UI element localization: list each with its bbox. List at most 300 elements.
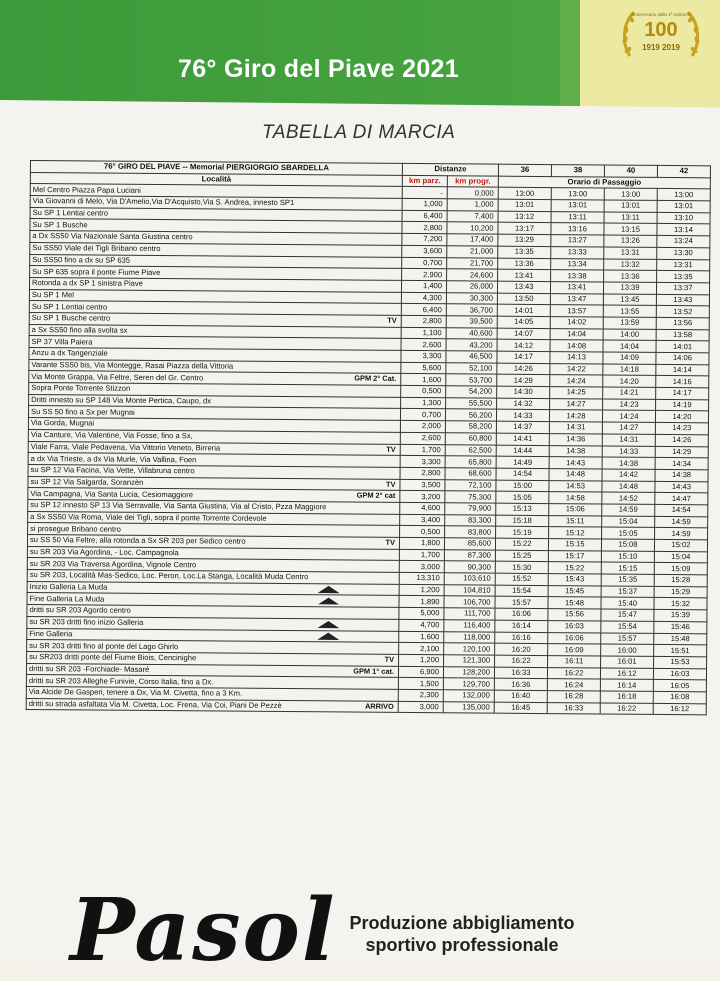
time-40: 13:11 <box>604 212 657 224</box>
km-parz: 1,600 <box>401 374 446 386</box>
km-progr: 83,800 <box>445 526 496 538</box>
location-text: dritti su SR 203 Alleghe Funivie, Corso Italia, fino a Dx. <box>28 675 214 687</box>
location-text: su SS 50 Via Feltre, alla rotonda a Sx SR 203 per Sedico centro <box>29 535 246 547</box>
km-progr: 24,600 <box>447 269 498 281</box>
km-parz: 2,600 <box>400 432 445 444</box>
time-38: 14:43 <box>549 457 602 469</box>
time-42: 14:19 <box>656 399 709 411</box>
location-text: Su SP 1 Busche centro <box>31 313 111 323</box>
time-38: 14:36 <box>549 433 602 445</box>
time-40: 14:09 <box>603 352 656 364</box>
row-location <box>26 698 398 713</box>
time-42: 15:32 <box>654 598 707 610</box>
location-text: dritti su SR 203 Agordo centro <box>29 605 131 616</box>
km-progr: 1,000 <box>447 199 498 211</box>
km-parz: 1,100 <box>401 327 446 339</box>
time-42: 14:20 <box>655 411 708 423</box>
km-parz: 2,800 <box>400 467 445 479</box>
km-progr: 30,300 <box>446 292 497 304</box>
time-36: 14:49 <box>496 456 549 468</box>
time-38: 14:48 <box>549 468 602 480</box>
time-40: 14:42 <box>602 469 655 481</box>
time-36: 16:40 <box>494 690 547 702</box>
time-36: 14:07 <box>497 328 550 340</box>
time-36: 16:16 <box>495 632 548 644</box>
time-38: 13:16 <box>551 223 604 235</box>
km-progr: 111,700 <box>444 608 495 620</box>
km-progr: 58,200 <box>445 421 496 433</box>
time-36: 13:35 <box>498 246 551 258</box>
location-text: su SP 12 Via Salgarda, Soranzèn <box>30 476 144 487</box>
time-36: 15:52 <box>495 573 548 585</box>
km-parz: 2,900 <box>402 269 447 281</box>
km-progr: 128,200 <box>443 666 494 678</box>
time-38: 14:27 <box>550 398 603 410</box>
time-36: 15:19 <box>496 526 549 538</box>
time-40: 15:10 <box>601 551 654 563</box>
time-36: 13:43 <box>497 281 550 293</box>
time-36: 13:50 <box>497 293 550 305</box>
km-progr: 120,100 <box>444 643 495 655</box>
time-38: 15:45 <box>548 585 601 597</box>
km-progr: 129,700 <box>443 678 494 690</box>
time-38: 13:57 <box>550 305 603 317</box>
time-38: 16:09 <box>548 644 601 656</box>
km-progr: 65,800 <box>445 456 496 468</box>
row-tag: TV <box>385 537 396 547</box>
km-progr: 62,500 <box>445 444 496 456</box>
time-42: 15:29 <box>654 586 707 598</box>
location-text: a dx Via Trieste, a dx Via Murle, Via Vallina, Foen <box>30 453 197 464</box>
time-40: 14:20 <box>603 375 656 387</box>
time-42: 13:58 <box>656 329 709 341</box>
time-40: 14:24 <box>602 410 655 422</box>
time-40: 13:59 <box>603 317 656 329</box>
time-42: 14:16 <box>656 376 709 388</box>
km-progr: 21,700 <box>447 257 498 269</box>
speed-38: 38 <box>551 165 604 177</box>
km-parz: 4,600 <box>400 502 445 514</box>
time-40: 15:57 <box>601 632 654 644</box>
km-parz: 1,200 <box>399 654 444 666</box>
time-40: 13:15 <box>604 223 657 235</box>
km-parz: 1,800 <box>399 537 444 549</box>
time-36: 16:33 <box>494 667 547 679</box>
time-42: 13:14 <box>657 224 710 236</box>
time-38: 15:15 <box>548 539 601 551</box>
time-36: 14:01 <box>497 304 550 316</box>
time-38: 14:25 <box>550 387 603 399</box>
km-progr: 53,700 <box>446 374 497 386</box>
km-parz: 3,000 <box>398 701 443 713</box>
time-38: 14:02 <box>550 317 603 329</box>
time-42: 16:03 <box>653 668 706 680</box>
km-parz: 1,400 <box>401 280 446 292</box>
km-parz: 4,300 <box>401 292 446 304</box>
location-text: su SR 203 dritti fino inizio Galleria <box>29 617 144 628</box>
km-progr: 52,100 <box>446 362 497 374</box>
time-40: 15:54 <box>601 621 654 633</box>
time-42: 15:53 <box>654 656 707 668</box>
time-36: 15:00 <box>496 480 549 492</box>
time-38: 14:31 <box>549 422 602 434</box>
km-progr: 36,700 <box>446 304 497 316</box>
header-localita: Località <box>30 172 402 187</box>
km-parz: 2,800 <box>401 315 446 327</box>
time-38: 13:41 <box>550 281 603 293</box>
km-parz: 0,700 <box>402 257 447 269</box>
row-tag: GPM 2° Cat. <box>354 373 397 384</box>
km-parz: 7,200 <box>402 234 447 246</box>
time-40: 13:00 <box>604 188 657 200</box>
time-36: 16:22 <box>495 655 548 667</box>
time-36: 13:41 <box>498 269 551 281</box>
time-42: 15:02 <box>654 539 707 551</box>
location-text: Via Alcide De Gasperi, tenere a Dx, Via M. Civetta, fino a 3 Km. <box>28 687 243 698</box>
time-36: 16:36 <box>494 678 547 690</box>
time-42: 14:54 <box>655 504 708 516</box>
time-40: 15:35 <box>601 574 654 586</box>
location-text: Su SS 50 fino a Sx per Mugnai <box>30 406 135 417</box>
km-progr: 85,600 <box>444 538 495 550</box>
itinerary-table-wrap <box>26 160 710 716</box>
time-42: 14:06 <box>656 352 709 364</box>
location-text: dritti su SR 203 -Forchiade- Masaré <box>28 663 150 674</box>
time-36: 15:25 <box>495 550 548 562</box>
time-42: 13:37 <box>656 282 709 294</box>
km-progr: 68,600 <box>445 468 496 480</box>
km-parz: 4,700 <box>399 619 444 631</box>
tunnel-icon <box>317 631 339 640</box>
table-body <box>26 184 710 715</box>
time-36: 14:32 <box>497 398 550 410</box>
time-42: 13:00 <box>657 189 710 201</box>
time-40: 15:15 <box>601 562 654 574</box>
time-36: 15:22 <box>495 538 548 550</box>
time-40: 13:31 <box>604 247 657 259</box>
time-36: 13:17 <box>498 223 551 235</box>
km-progr: 40,600 <box>446 327 497 339</box>
badge-caption: anniversario dalla 1ª edizione <box>631 12 691 17</box>
km-parz: 3,200 <box>400 491 445 503</box>
page-title: 76° Giro del Piave 2021 <box>178 55 459 83</box>
time-36: 13:01 <box>498 199 551 211</box>
time-36: 14:30 <box>497 386 550 398</box>
km-progr: 21,000 <box>447 246 498 258</box>
location-text: Sopra Ponte Torrente Stizzon <box>31 383 131 394</box>
time-40: 16:00 <box>601 644 654 656</box>
km-progr: 10,200 <box>447 222 498 234</box>
time-36: 14:41 <box>496 433 549 445</box>
time-40: 14:21 <box>603 387 656 399</box>
time-38: 15:22 <box>548 562 601 574</box>
time-38: 14:38 <box>549 445 602 457</box>
time-40: 13:36 <box>604 270 657 282</box>
location-text: a Sx SS50 fino alla svolta sx <box>31 324 128 335</box>
time-36: 14:33 <box>496 410 549 422</box>
time-38: 13:33 <box>551 246 604 258</box>
time-38: 13:01 <box>551 200 604 212</box>
time-36: 16:45 <box>494 702 547 714</box>
km-parz: 6,900 <box>398 666 443 678</box>
km-progr: 7,400 <box>447 211 498 223</box>
location-text: su SR 203 dritti fino al ponte del Lago Ghirlo <box>29 640 179 651</box>
header-km-parz: km parz. <box>402 175 447 187</box>
time-42: 13:10 <box>657 212 710 224</box>
time-36: 16:20 <box>495 643 548 655</box>
km-progr: 87,300 <box>444 549 495 561</box>
km-progr: 72,100 <box>445 479 496 491</box>
time-38: 14:22 <box>550 363 603 375</box>
km-progr: 118,000 <box>444 631 495 643</box>
time-40: 16:22 <box>600 703 653 715</box>
location-text: Su SP 635 sopra il ponte Fiume Piave <box>32 266 161 277</box>
time-42: 14:14 <box>656 364 709 376</box>
km-progr: 103,610 <box>444 573 495 585</box>
km-progr: 116,400 <box>444 620 495 632</box>
time-38: 13:34 <box>551 258 604 270</box>
location-text: Rotonda a dx SP 1 sinistra Piave <box>32 278 143 289</box>
km-parz: 3,600 <box>402 245 447 257</box>
km-progr: 55,500 <box>446 398 497 410</box>
location-text: Viale Farra, Viale Pedavena, Via Vittorio Veneto, Birreria <box>30 441 221 453</box>
tagline-line-1: Produzione abbigliamento <box>349 913 575 933</box>
time-40: 14:23 <box>603 399 656 411</box>
time-36: 14:44 <box>496 445 549 457</box>
km-progr: 60,800 <box>445 433 496 445</box>
time-40: 13:32 <box>604 259 657 271</box>
row-tag: GPM 1° cat. <box>353 666 395 676</box>
location-text: Via Canture, Via Valentine, Via Fosse, fino a Sx, <box>30 430 193 441</box>
km-progr: 0,000 <box>447 187 498 199</box>
time-40: 13:45 <box>603 294 656 306</box>
time-40: 13:01 <box>604 200 657 212</box>
time-40: 14:31 <box>602 434 655 446</box>
time-40: 15:47 <box>601 609 654 621</box>
location-text: su SR203 dritti ponte del Fiume Biois, Cencinighe <box>29 652 197 663</box>
time-40: 13:26 <box>604 235 657 247</box>
time-38: 13:11 <box>551 211 604 223</box>
location-text: Via Gorda, Mugnai <box>30 418 95 428</box>
time-38: 15:56 <box>548 609 601 621</box>
header-distanze: Distanze <box>402 163 498 175</box>
time-40: 15:05 <box>602 527 655 539</box>
row-tag: ARRIVO <box>364 701 394 711</box>
time-42: 13:43 <box>656 294 709 306</box>
time-42: 14:47 <box>655 493 708 505</box>
time-40: 14:38 <box>602 457 655 469</box>
anniversary-badge-icon <box>618 4 704 74</box>
km-parz: 1,000 <box>402 198 447 210</box>
time-40: 14:59 <box>602 504 655 516</box>
time-38: 16:28 <box>547 691 600 703</box>
km-parz: 0,500 <box>400 526 445 538</box>
km-parz: 2,100 <box>399 643 444 655</box>
km-parz: - <box>402 187 447 199</box>
km-parz: 3,500 <box>400 479 445 491</box>
time-38: 13:47 <box>550 293 603 305</box>
km-parz: 1,300 <box>401 397 446 409</box>
location-text: Fine Galleria La Muda <box>29 593 105 604</box>
time-36: 13:00 <box>498 188 551 200</box>
location-text: su SP 12 Via Facina, Via Vette, Villabruna centro <box>30 465 195 476</box>
time-38: 15:43 <box>548 574 601 586</box>
time-40: 16:01 <box>601 656 654 668</box>
time-36: 15:30 <box>495 562 548 574</box>
header-km-progr: km progr. <box>447 175 498 187</box>
time-40: 14:27 <box>602 422 655 434</box>
km-parz: 0,700 <box>400 409 445 421</box>
row-tag: TV <box>386 444 396 454</box>
km-progr: 54,200 <box>446 386 497 398</box>
time-40: 14:48 <box>602 481 655 493</box>
km-progr: 26,000 <box>446 281 497 293</box>
km-progr: 83,300 <box>445 514 496 526</box>
time-42: 13:56 <box>656 317 709 329</box>
km-progr: 46,500 <box>446 351 497 363</box>
time-42: 13:35 <box>657 271 710 283</box>
time-40: 14:04 <box>603 340 656 352</box>
tunnel-icon <box>318 596 340 605</box>
location-text: su SR 203, Località Mas-Sedico, Loc. Peron, Loc.La Stanga, Località Muda Centro <box>29 570 309 582</box>
speed-40: 40 <box>604 165 657 177</box>
time-42: 16:05 <box>653 680 706 692</box>
time-42: 14:17 <box>656 387 709 399</box>
time-42: 15:28 <box>654 574 707 586</box>
time-38: 13:00 <box>551 188 604 200</box>
km-progr: 132,000 <box>443 690 494 702</box>
km-parz: 2,800 <box>402 222 447 234</box>
time-40: 14:00 <box>603 329 656 341</box>
time-42: 14:23 <box>655 423 708 435</box>
time-38: 16:03 <box>548 620 601 632</box>
time-38: 16:11 <box>548 655 601 667</box>
location-text: su SR 203 Via Agordina, - Loc. Campagnola <box>29 547 179 558</box>
km-parz: 1,700 <box>400 444 445 456</box>
time-36: 16:06 <box>495 608 548 620</box>
table-title: 76° GIRO DEL PIAVE -- Memorial PIERGIORGIO SBARDELLA <box>30 161 402 176</box>
time-40: 16:12 <box>600 668 653 680</box>
location-text: Su SS50 Viale dei Tigli Bribano centro <box>32 243 161 254</box>
time-38: 14:04 <box>550 328 603 340</box>
km-progr: 90,300 <box>444 561 495 573</box>
km-progr: 43,200 <box>446 339 497 351</box>
time-36: 14:12 <box>497 339 550 351</box>
km-progr: 39,500 <box>446 316 497 328</box>
time-42: 13:52 <box>656 306 709 318</box>
time-40: 16:14 <box>600 679 653 691</box>
time-40: 15:37 <box>601 586 654 598</box>
time-36: 13:12 <box>498 211 551 223</box>
time-42: 14:29 <box>655 446 708 458</box>
km-parz: 13,310 <box>399 572 444 584</box>
location-text: a Sx SS50 Via Roma, Viale dei Tigli, sopra il ponte Torrente Cordevole <box>30 511 267 523</box>
location-text: su SP 12 innesto SP 13 Via Serravalle, Via Santa Giustina, Via al Cristo, Pzza Maggiore <box>30 500 327 512</box>
time-42: 15:39 <box>654 610 707 622</box>
time-42: 16:08 <box>653 691 706 703</box>
location-text: su SR 203 Via Traversa Agordina, Vignole Centro <box>29 558 197 570</box>
time-38: 13:38 <box>551 270 604 282</box>
time-42: 14:01 <box>656 341 709 353</box>
km-parz: 5,600 <box>401 362 446 374</box>
tunnel-icon <box>317 619 339 628</box>
location-text: Su SP 1 Mel <box>31 289 75 300</box>
brand-tagline <box>322 912 602 956</box>
location-text: Su SP 1 Busche <box>32 219 88 230</box>
time-38: 14:53 <box>549 480 602 492</box>
badge-years: 1919 2019 <box>642 43 680 52</box>
time-38: 15:11 <box>549 515 602 527</box>
speed-42: 42 <box>657 165 710 177</box>
time-40: 15:08 <box>601 539 654 551</box>
time-40: 14:52 <box>602 492 655 504</box>
time-40: 13:39 <box>603 282 656 294</box>
time-36: 14:29 <box>497 375 550 387</box>
location-text: dritti su strada asfaltata Via M. Civetta, Loc. Frena, Via Coi, Piani De Pezzè <box>28 698 282 710</box>
time-36: 15:57 <box>495 597 548 609</box>
time-42: 13:24 <box>657 236 710 248</box>
time-38: 16:22 <box>547 667 600 679</box>
location-text: Via Giovanni di Melo, Via D'Amelio,Via D'Acquisto,Via S. Andrea, innesto SP1 <box>32 196 295 208</box>
km-parz: 3,400 <box>400 514 445 526</box>
time-36: 13:29 <box>498 234 551 246</box>
km-parz: 3,300 <box>401 350 446 362</box>
km-parz: 1,500 <box>398 678 443 690</box>
time-38: 14:58 <box>549 492 602 504</box>
time-36: 16:14 <box>495 620 548 632</box>
row-tag: TV <box>387 315 397 325</box>
time-38: 14:24 <box>550 375 603 387</box>
row-tag: TV <box>385 479 396 489</box>
tagline-line-2: sportivo professionale <box>365 935 559 955</box>
time-42: 14:26 <box>655 434 708 446</box>
km-parz: 5,000 <box>399 608 444 620</box>
time-42: 13:30 <box>657 247 710 259</box>
location-text: Inizio Galleria La Muda <box>29 582 108 592</box>
km-progr: 79,900 <box>445 503 496 515</box>
header-orario: Orario di Passaggio <box>498 176 710 189</box>
location-text: Mel Centro Piazza Papa Luciani <box>32 184 141 195</box>
time-36: 14:37 <box>496 421 549 433</box>
time-40: 14:33 <box>602 446 655 458</box>
row-tag: GPM 2° cat <box>356 490 396 501</box>
tunnel-icon <box>318 584 340 593</box>
time-42: 14:43 <box>655 481 708 493</box>
brand-logo: Pasol <box>70 880 337 981</box>
km-parz: 6,400 <box>401 304 446 316</box>
time-36: 13:36 <box>498 258 551 270</box>
time-42: 15:09 <box>654 563 707 575</box>
time-36: 15:05 <box>496 491 549 503</box>
time-40: 13:55 <box>603 305 656 317</box>
km-progr: 121,300 <box>444 655 495 667</box>
time-38: 16:24 <box>547 679 600 691</box>
time-42: 14:38 <box>655 469 708 481</box>
location-text: Su SS50 fino a dx su SP 635 <box>32 254 131 265</box>
location-text: Varante SS50 bis, Via Montegge, Rasai Piazza della Vittoria <box>31 360 234 371</box>
time-38: 13:27 <box>551 235 604 247</box>
time-42: 14:34 <box>655 458 708 470</box>
km-parz: 2,000 <box>400 421 445 433</box>
time-42: 15:51 <box>654 645 707 657</box>
time-38: 15:17 <box>548 550 601 562</box>
time-38: 14:28 <box>549 410 602 422</box>
time-42: 15:48 <box>654 633 707 645</box>
km-parz: 1,890 <box>399 596 444 608</box>
row-tag: TV <box>384 654 395 664</box>
km-progr: 75,300 <box>445 491 496 503</box>
time-36: 14:17 <box>497 351 550 363</box>
